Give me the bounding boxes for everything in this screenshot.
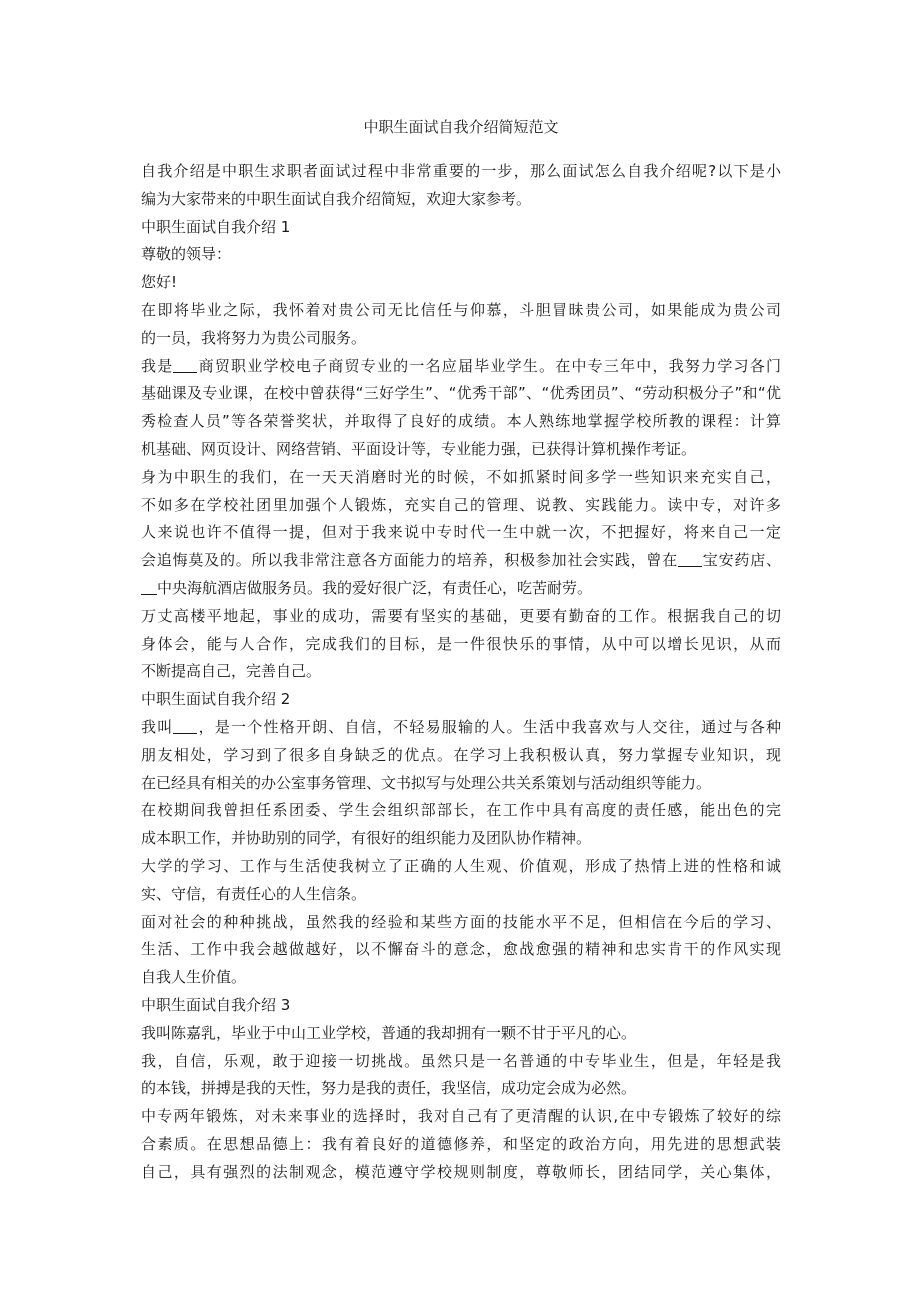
fill-in-blank — [678, 550, 702, 567]
text-segment: 商贸职业学校电子商贸专业的一名应届毕业学生。在中专三年中，我努力学习各门 — [197, 356, 781, 375]
text-line: 自我人生价值。 — [141, 968, 247, 987]
text-segment: 我是 — [141, 356, 174, 375]
text-segment: 宝安药店、 — [702, 551, 781, 570]
text-line: 朋友相处，学习到了很多自身缺乏的优点。在学习上我积极认真，努力掌握专业知识，现 — [141, 745, 781, 764]
text-segment: 会追悔莫及的。所以我非常注意各方面能力的培养，积极参加社会实践，曾在 — [141, 551, 679, 570]
text-line: 身体会，能与人合作，完成我们的目标，是一件很快乐的事情，从中可以增长见识，从而 — [141, 634, 781, 653]
text-line: 成本职工作，并协助别的同学，有很好的组织能力及团队协作精神。 — [141, 829, 592, 848]
text-line: 不断提高自己，完善自己。 — [141, 662, 322, 681]
text-line: 自己，具有强烈的法制观念，模范遵守学校规则制度，尊敬师长，团结同学，关心集体， — [141, 1162, 781, 1181]
text-line: 在即将毕业之际，我怀着对贵公司无比信任与仰慕，斗胆冒昧贵公司，如果能成为贵公司 — [141, 300, 781, 319]
text-line: 的本钱，拼搏是我的天性，努力是我的责任，我坚信，成功定会成为必然。 — [141, 1079, 637, 1098]
text-line: 的一员，我将努力为贵公司服务。 — [141, 328, 367, 347]
text-line: 合素质。在思想品德上：我有着良好的道德修养，和坚定的政治方向，用先进的思想武装 — [141, 1134, 781, 1153]
text-line: 秀检查人员”等各荣誉奖状，并取得了良好的成绩。本人熟练地掌握学校所教的课程：计算 — [141, 412, 781, 431]
text-segment: ，是一个性格开朗、自信，不轻易服输的人。生活中我喜欢与人交往，通过与各种 — [197, 717, 781, 736]
fill-in-blank — [173, 356, 197, 373]
text-line: 实、守信，有责任心的人生信条。 — [141, 884, 367, 903]
text-line: 我，自信，乐观，敢于迎接一切挑战。虽然只是一名普通的中专毕业生，但是，年轻是我 — [141, 1051, 781, 1070]
text-line: 机基础、网页设计、网络营销、平面设计等，专业能力强，已获得计算机操作考证。 — [141, 439, 697, 458]
text-line: 您好! — [141, 273, 178, 292]
fill-in-blank — [173, 717, 197, 734]
text-line: 人来说也许不值得一提，但对于我来说中专时代一生中就一次，不把握好，将来自己一定 — [141, 523, 781, 542]
text-line: 在校期间我曾担任系团委、学生会组织部部长，在工作中具有高度的责任感，能出色的完 — [141, 801, 781, 820]
text-line: 中职生面试自我介绍 2 — [141, 690, 291, 709]
text-line: 中专两年锻炼，对未来事业的选择时，我对自己有了更清醒的认识,在中专锻炼了较好的综 — [141, 1107, 781, 1126]
text-line: 尊敬的领导： — [141, 245, 232, 264]
text-line: 中职生面试自我介绍 3 — [141, 995, 291, 1014]
text-line: 自我介绍是中职生求职者面试过程中非常重要的一步，那么面试怎么自我介绍呢?以下是小 — [141, 162, 781, 180]
text-line: 我叫陈嘉乳，毕业于中山工业学校，普通的我却拥有一颗不甘于平凡的心。 — [141, 1023, 637, 1042]
text-line: 生活、工作中我会越做越好，以不懈奋斗的意念，愈战愈强的精神和忠实肯干的作风实现 — [141, 940, 781, 959]
text-line: 基础课及专业课，在校中曾获得“三好学生”、“优秀干部”、“优秀团员”、“劳动积极分子”和“优 — [141, 384, 781, 403]
text-line — [141, 353, 781, 381]
document-body — [141, 158, 781, 1186]
text-line — [141, 714, 781, 742]
text-line — [141, 575, 781, 603]
text-line: 大学的学习、工作与生活使我树立了正确的人生观、价值观，形成了热情上进的性格和诚 — [141, 856, 781, 875]
text-line: 面对社会的种种挑战，虽然我的经验和某些方面的技能水平不足，但相信在今后的学习、 — [141, 912, 781, 931]
text-line: 万丈高楼平地起，事业的成功，需要有坚实的基础，更要有勤奋的工作。根据我自己的切 — [141, 606, 781, 625]
text-line: 不如多在学校社团里加强个人锻炼，充实自己的管理、说教、实践能力。读中专，对许多 — [141, 495, 781, 514]
text-line: 在已经具有相关的办公室事务管理、文书拟写与处理公共关系策划与活动组织等能力。 — [141, 773, 712, 792]
fill-in-blank — [141, 578, 157, 595]
text-segment: 我叫 — [141, 717, 174, 736]
text-line: 身为中职生的我们，在一天天消磨时光的时候，不如抓紧时间多学一些知识来充实自己， — [141, 467, 781, 486]
text-line: 中职生面试自我介绍 1 — [141, 217, 291, 236]
text-line: 编为大家带来的中职生面试自我介绍简短，欢迎大家参考。 — [141, 189, 532, 208]
text-segment: 中央海航酒店做服务员。我的爱好很广泛，有责任心，吃苦耐劳。 — [157, 578, 593, 597]
text-line — [141, 547, 781, 575]
document-title: 中职生面试自我介绍简短范文 — [363, 118, 559, 136]
